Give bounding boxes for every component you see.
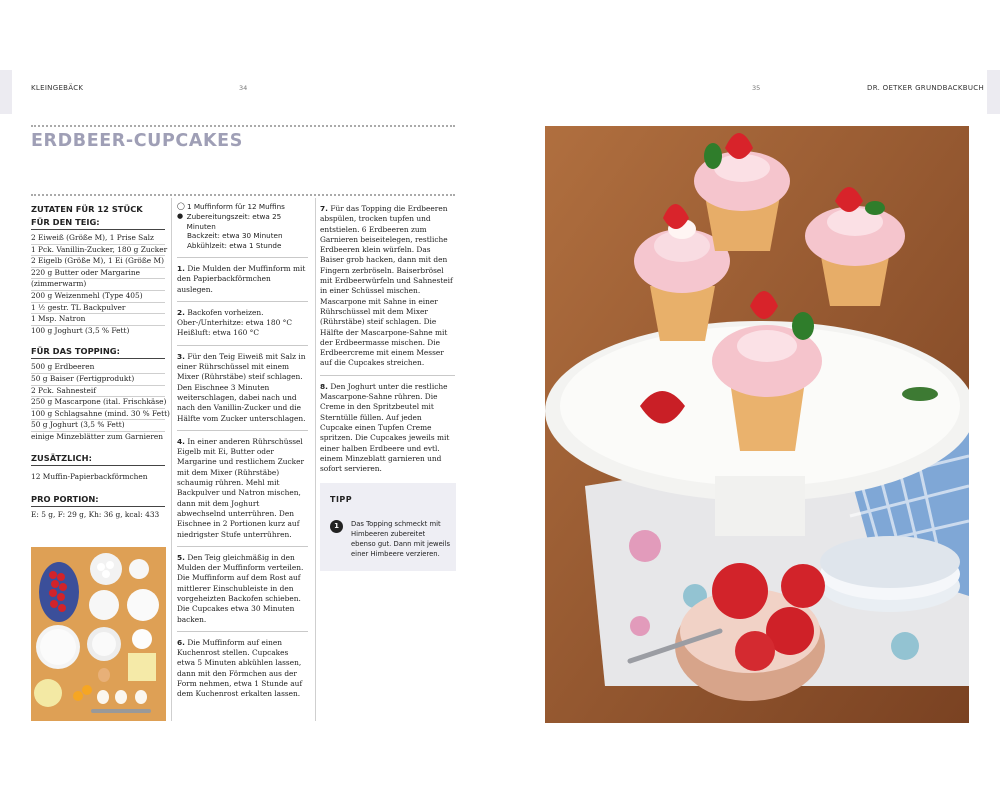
cupcake-photo-image xyxy=(545,126,969,723)
step-number: 3. xyxy=(177,351,185,361)
step-text: Den Joghurt unter die restliche Mascarpone-Sahne rühren. Die Creme in den Spritzbeutel mit Sterntülle füllen. Auf jeden Cupcake einen Tupfen Creme spritzen. Die Cupcakes jeweils mit einer halben Erdbeere und evtl. einem Minzeblatt garnieren und sofort servieren. xyxy=(320,381,450,474)
recipe-step xyxy=(177,546,308,625)
step-number: 5. xyxy=(177,552,185,562)
portion-heading: PRO PORTION: xyxy=(31,494,165,507)
extra-text: 12 Muffin-Papierbackförmchen xyxy=(31,471,148,481)
title-divider-bottom xyxy=(31,194,455,196)
recipe-step xyxy=(177,257,308,295)
tip-text: Das Topping schmeckt mit Himbeeren zubereitet ebenso gut. Dann mit jeweils einer Himbeere verzieren. xyxy=(351,520,451,558)
recipe-title: ERDBEER-CUPCAKES xyxy=(31,131,243,151)
meta-line-1: 1 Muffinform für 12 Muffins xyxy=(187,202,285,211)
meta-line-4: Abkühlzeit: etwa 1 Stunde xyxy=(187,241,282,251)
recipe-meta xyxy=(177,202,308,251)
tip-box xyxy=(320,483,456,571)
recipe-step xyxy=(177,430,308,540)
clock-icon: ● xyxy=(177,211,184,220)
step-text: Backofen vorheizen. Ober-/Unterhitze: etwa 180 °C Heißluft: etwa 160 °C xyxy=(177,307,292,338)
running-head-right: DR. OETKER GRUNDBACKBUCH xyxy=(867,84,985,92)
ingredient-item: einige Minzeblätter zum Garnieren xyxy=(31,431,163,441)
step-text: Für den Teig Eiweiß mit Salz in einer Rührschüssel mit einem Mixer (Rührstäbe) steif schlagen. Den Eischnee 3 Minuten weiterschlagen, dabei nach und nach den Vanillin-Zucker und die Hälfte vom Zucker unterschlagen. xyxy=(177,351,306,423)
page-number-right: 35 xyxy=(752,84,761,92)
extra-heading: ZUSÄTZLICH: xyxy=(31,453,165,466)
tip-heading: TIPP xyxy=(330,495,353,504)
step-text: Die Mulden der Muffinform mit den Papierbackförmchen auslegen. xyxy=(177,263,306,294)
ingredient-item: 1 ½ gestr. TL Backpulver xyxy=(31,303,165,315)
cupcake-photo xyxy=(545,126,969,723)
page-edge-tab-right xyxy=(987,70,1000,114)
ingredients-photo xyxy=(31,547,166,721)
title-divider-top xyxy=(31,125,455,127)
ingredient-item: (zimmerwarm) xyxy=(31,279,165,291)
portion-text: E: 5 g, F: 29 g, Kh: 36 g, kcal: 433 xyxy=(31,509,160,519)
ingredient-item: 50 g Baiser (Fertigprodukt) xyxy=(31,374,165,386)
ingredient-item: 1 Pck. Vanillin-Zucker, 180 g Zucker xyxy=(31,245,165,257)
ingredients-column xyxy=(31,204,170,520)
step-text: Den Teig gleichmäßig in den Mulden der Muffinform verteilen. Die Muffinform auf dem Rost auf mittlerer Einschubleiste in den vorgeheizten Backofen schieben. Die Cupcakes etwa 30 Minuten backen. xyxy=(177,552,304,624)
recipe-step xyxy=(320,204,455,369)
meta-line-3: Backzeit: etwa 30 Minuten xyxy=(187,231,283,241)
ingredients-photo-image xyxy=(31,547,166,721)
ingredient-item: 220 g Butter oder Margarine xyxy=(31,268,165,280)
step-number: 8. xyxy=(320,381,328,391)
step-number: 1. xyxy=(177,263,185,273)
topping-ingredient-list xyxy=(31,362,170,442)
ingredient-item: 2 Eigelb (Größe M), 1 Ei (Größe M) xyxy=(31,256,165,268)
step-list-1 xyxy=(177,257,308,700)
step-number: 7. xyxy=(320,204,328,213)
recipe-step xyxy=(320,375,455,475)
step-list-2 xyxy=(320,204,455,474)
step-number: 6. xyxy=(177,637,185,647)
column-separator xyxy=(315,198,316,721)
ingredient-item: 100 g Schlagsahne (mind. 30 % Fett) xyxy=(31,409,165,421)
muffin-tin-icon: ◯ xyxy=(177,202,185,210)
tip-number-badge: 1 xyxy=(330,520,343,533)
running-head-left: KLEINGEBÄCK xyxy=(31,84,84,92)
step-text: Für das Topping die Erdbeeren abspülen, trocken tupfen und entstielen. 6 Erdbeeren zum Garnieren beiseitelegen, restliche Erdbeeren klein würfeln. Das Baiser grob hacken, dann mit den Fingern zerbröseln. Baiserbrösel mit Erdbeerwürfeln und Sahnesteif in einer Schüssel mischen. Mascarpone mit Sahne in einer Rührschüssel mit dem Mixer (Rührstäbe) steif schlagen. Die Hälfte der Mascarpone-Sahne mit der Erdbeermasse mischen. Die Erdbeercreme mit einem Messer auf die Cupcakes streichen. xyxy=(320,204,453,368)
ingredient-item: 250 g Mascarpone (ital. Frischkäse) xyxy=(31,397,165,409)
ingredient-item: 500 g Erdbeeren xyxy=(31,362,165,374)
column-separator xyxy=(171,198,172,721)
ingredient-item: 50 g Joghurt (3,5 % Fett) xyxy=(31,420,165,432)
recipe-step xyxy=(177,301,308,339)
topping-heading: FÜR DAS TOPPING: xyxy=(31,346,165,359)
dough-heading: FÜR DEN TEIG: xyxy=(31,217,165,230)
page-edge-tab-left xyxy=(0,70,12,114)
step-text: In einer anderen Rührschüssel Eigelb mit Ei, Butter oder Margarine und restlichem Zucker mit dem Mixer (Rührstäbe) schaumig rühren. Mehl mit Backpulver und Natron mischen, dann mit dem Joghurt abwechselnd unterrühren. Den Eischnee in 2 Portionen kurz auf niedrigster Stufe unterrühren. xyxy=(177,436,305,539)
steps-column-1 xyxy=(177,202,308,700)
step-text: Die Muffinform auf einen Kuchenrost stellen. Cupcakes etwa 5 Minuten abkühlen lassen, dann mit den Förmchen aus der Form nehmen, etwa 1 Stunde auf dem Kuchenrost erkalten lassen. xyxy=(177,637,303,699)
meta-line-2: Zubereitungszeit: etwa 25 Minuten xyxy=(186,211,282,231)
servings-heading: ZUTATEN FÜR 12 STÜCK xyxy=(31,204,143,214)
recipe-step xyxy=(177,345,308,424)
steps-column-2 xyxy=(320,204,455,474)
step-number: 4. xyxy=(177,436,185,446)
recipe-step xyxy=(177,631,308,700)
ingredient-item: 2 Pck. Sahnesteif xyxy=(31,386,165,398)
step-number: 2. xyxy=(177,307,185,317)
ingredient-item: 1 Msp. Natron xyxy=(31,314,165,326)
ingredient-item: 100 g Joghurt (3,5 % Fett) xyxy=(31,325,130,335)
page-number-left: 34 xyxy=(239,84,248,92)
dough-ingredient-list xyxy=(31,233,168,336)
ingredient-item: 2 Eiweiß (Größe M), 1 Prise Salz xyxy=(31,233,165,245)
ingredient-item: 200 g Weizenmehl (Type 405) xyxy=(31,291,165,303)
